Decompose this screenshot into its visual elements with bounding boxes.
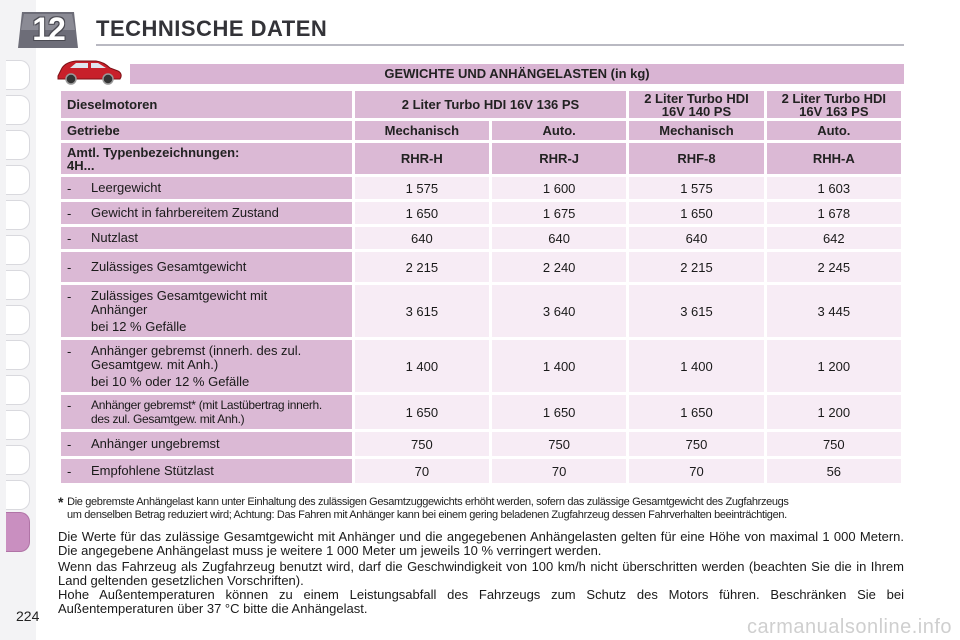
row-label [61,432,352,456]
edge-tab [6,340,30,370]
row-label-block [91,289,346,334]
edge-tab [6,410,30,440]
footnote-star: * [58,494,64,510]
row-dash: - [67,205,72,221]
table-row [61,202,901,224]
row-label [61,227,352,249]
paragraph-temperature: Hohe Außentemperaturen können zu einem Leistungsabfall des Fahrzeugs zum Schutz des Motors führen. Beschränken Sie bei Außentemperaturen über 37 °C bitte die Anhängelast. [58,587,904,616]
table-cell: 2 215 [629,252,763,282]
edge-tab [6,60,30,90]
table-cell: 640 [629,227,763,249]
edge-tab [6,305,30,335]
table-row [61,177,901,199]
row-sublabel: bei 12 % Gefälle [91,318,187,334]
table-cell: 1 675 [492,202,626,224]
chapter-number: 12 [32,11,64,47]
edge-tab [6,130,30,160]
paragraph-speed: Wenn das Fahrzeug als Zugfahrzeug benutzt wird, darf die Geschwindigkeit von 100 km/h nicht überschritten werden (beachten Sie die in Ihrem Land geltenden gesetzlichen Vorschriften). [58,559,904,588]
gearbox-header: Mechanisch [629,121,763,140]
table-cell: 1 650 [355,202,489,224]
table-cell: 640 [355,227,489,249]
page-number: 224 [16,608,40,624]
paragraph-altitude: Die Werte für das zulässige Gesamtgewicht mit Anhänger und die angegebenen Anhängelasten gelten für eine Höhe von maximal 1 000 Metern. Die angegebene Anhängelast muss je weitere 1 000 Meter um jeweils 10 % verringert werden. [58,529,904,558]
table-cell: 1 600 [492,177,626,199]
edge-tab [6,165,30,195]
row-dash: - [67,398,72,413]
gearbox-row [61,121,901,140]
table-cell: 1 603 [767,177,901,199]
page-edge-tabs [0,0,36,640]
table-cell: 750 [767,432,901,456]
type-header: RHF-8 [629,143,763,174]
row-dash: - [67,463,72,479]
row-dash: - [67,180,72,196]
table-row [61,340,901,392]
table-row [61,395,901,429]
row-label-block [91,344,346,389]
gearbox-header: Mechanisch [355,121,489,140]
table-cell: 1 400 [492,340,626,392]
table-cell: 3 445 [767,285,901,337]
table-cell: 1 400 [355,340,489,392]
table-cell: 750 [355,432,489,456]
table-cell: 3 640 [492,285,626,337]
type-header: RHR-J [492,143,626,174]
row-label [61,340,352,392]
edge-tab [6,200,30,230]
watermark: carmanualsonline.info [746,616,952,638]
table-cell: 1 575 [629,177,763,199]
weights-table [58,88,904,486]
row-label-text: Zulässiges Gesamtgewicht mit Anhänger [91,287,268,317]
table-cell: 1 650 [629,395,763,429]
row-label-text: Leergewicht [91,179,162,195]
edge-tab [6,480,30,510]
type-header: RHR-H [355,143,489,174]
footnote-line1: Die gebremste Anhängelast kann unter Einhaltung des zulässigen Gesamtzuggewichts erhöht werden, sofern das zulässige Gesamtgewicht des Zugfahrzeugs [67,496,789,508]
table-cell: 750 [492,432,626,456]
edge-tab [6,445,30,475]
section-title: GEWICHTE UND ANHÄNGELASTEN (in kg) [130,64,904,84]
table-cell: 750 [629,432,763,456]
row-sublabel: bei 10 % oder 12 % Gefälle [91,373,250,389]
table-cell: 1 400 [629,340,763,392]
row-label [61,202,352,224]
table-cell: 1 650 [355,395,489,429]
table-cell: 70 [492,459,626,483]
gearbox-label: Getriebe [61,121,352,140]
row-dash: - [67,288,72,304]
engine-header: 2 Liter Turbo HDI 16V 136 PS [355,91,627,118]
edge-tab [6,235,30,265]
table-row [61,252,901,282]
engine-header: 2 Liter Turbo HDI 16V 140 PS [629,91,763,118]
table-cell: 1 650 [629,202,763,224]
table-row [61,227,901,249]
edge-tab [6,270,30,300]
gearbox-header: Auto. [492,121,626,140]
table-cell: 70 [629,459,763,483]
row-label [61,285,352,337]
row-label-text: Anhänger gebremst* (mit Lastübertrag innerh. des zul. Gesamtgew. mit Anh.) [91,398,322,426]
table-cell: 1 650 [492,395,626,429]
engine-row [61,91,901,118]
engine-label: Dieselmotoren [61,91,352,118]
row-label [61,177,352,199]
table-cell: 1 575 [355,177,489,199]
row-dash: - [67,436,72,452]
gearbox-header: Auto. [767,121,901,140]
table-cell: 2 240 [492,252,626,282]
row-label [61,459,352,483]
row-label-text: Empfohlene Stützlast [91,462,214,478]
row-label-text: Nutzlast [91,229,138,245]
row-label-text: Anhänger gebremst (innerh. des zul. Gesamtgew. mit Anh.) [91,342,302,372]
table-cell: 2 215 [355,252,489,282]
type-label: Amtl. Typenbezeichnungen: 4H... [61,143,352,174]
table-cell: 3 615 [629,285,763,337]
table-cell: 1 200 [767,340,901,392]
row-dash: - [67,230,72,246]
table-row [61,285,901,337]
type-header: RHH-A [767,143,901,174]
engine-header: 2 Liter Turbo HDI 16V 163 PS [767,91,901,118]
row-label-text: Zulässiges Gesamtgewicht [91,258,247,274]
table-cell: 2 245 [767,252,901,282]
title-divider [96,44,904,46]
table-cell: 70 [355,459,489,483]
table-cell: 1 200 [767,395,901,429]
edge-tab-active [6,512,30,552]
row-label-text: Gewicht in fahrbereitem Zustand [91,204,279,220]
table-cell: 640 [492,227,626,249]
car-icon [54,56,124,86]
table-cell: 1 678 [767,202,901,224]
footnote-line2: um denselben Betrag reduziert wird; Achtung: Das Fahren mit Anhänger kann bei einem gering beladenen Zugfahrzeug dessen Fahrverhalten beeinträchtigen. [67,509,787,521]
row-label [61,252,352,282]
table-cell: 642 [767,227,901,249]
edge-tab [6,95,30,125]
row-dash: - [67,343,72,359]
table-row [61,459,901,483]
edge-tab [6,375,30,405]
type-row [61,143,901,174]
page-title: TECHNISCHE DATEN [96,16,328,41]
row-dash: - [67,259,72,275]
table-cell: 56 [767,459,901,483]
chapter-badge [16,8,80,52]
row-label-text: Anhänger ungebremst [91,435,220,451]
table-cell: 3 615 [355,285,489,337]
footnote [58,496,904,522]
table-row [61,432,901,456]
row-label [61,395,352,429]
